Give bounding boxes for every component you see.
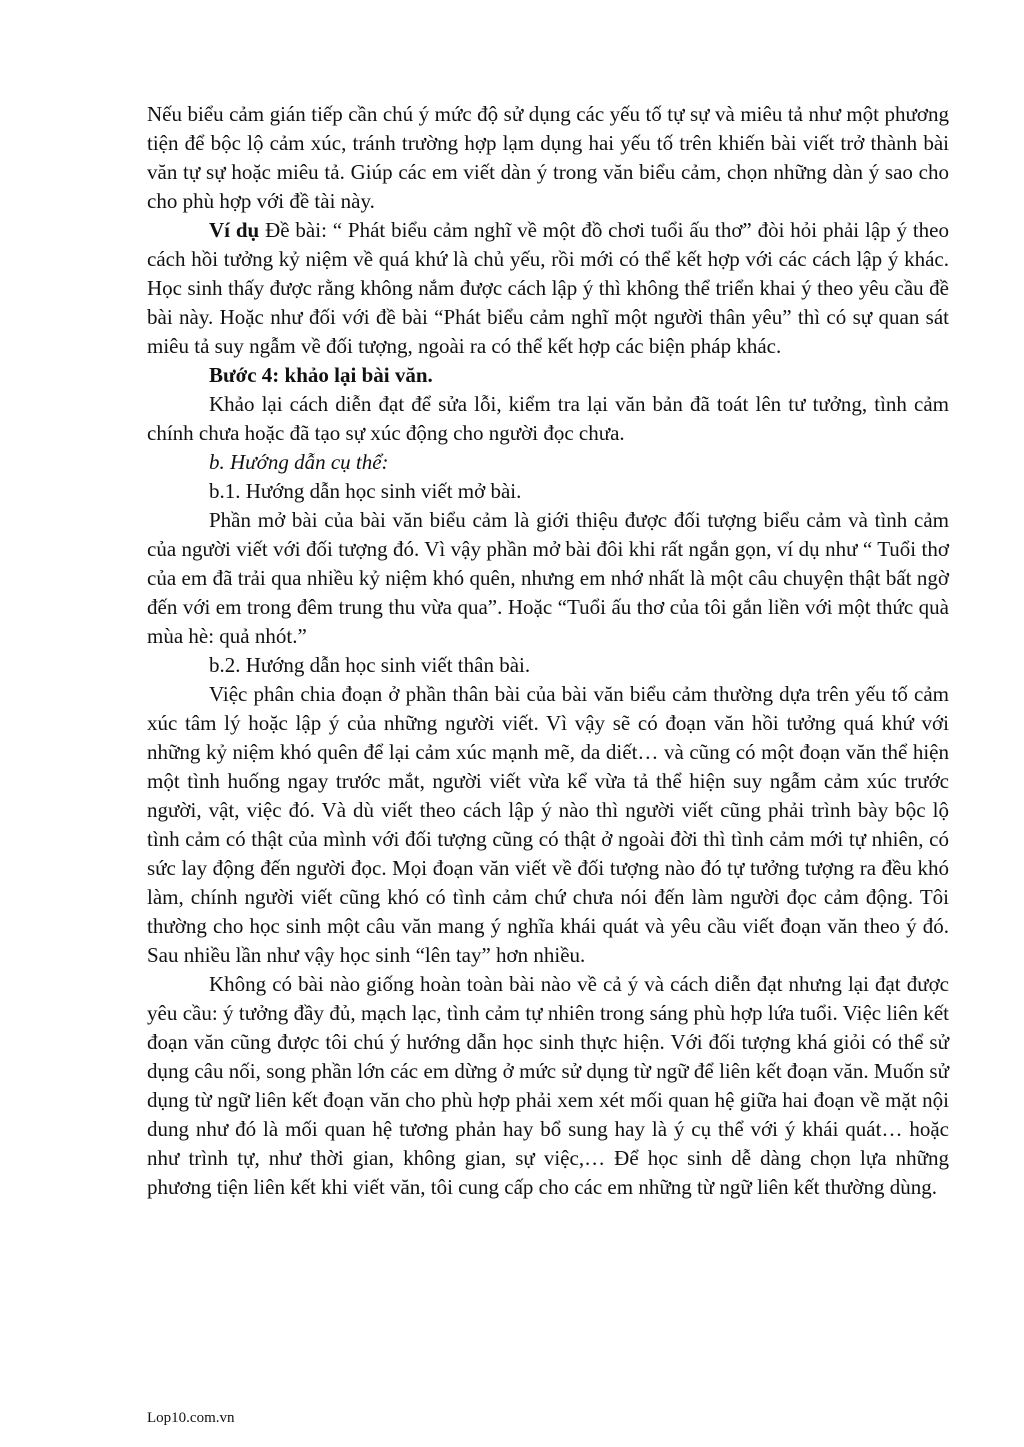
paragraph-example	[147, 216, 949, 361]
paragraph-review: Khảo lại cách diễn đạt để sửa lỗi, kiểm tra lại văn bản đã toát lên tư tưởng, tình cảm chính chưa hoặc đã tạo sự xúc động cho người đọc chưa.	[147, 392, 949, 445]
section-b-heading: b. Hướng dẫn cụ thể:	[209, 450, 389, 474]
b2-heading: b.2. Hướng dẫn học sinh viết thân bài.	[209, 653, 531, 677]
example-label: Ví dụ	[209, 218, 260, 242]
paragraph-opening: Phần mở bài của bài văn biểu cảm là giới thiệu được đối tượng biểu cảm và tình cảm của người viết với đối tượng đó. Vì vậy phần mở bài đôi khi rất ngắn gọn, ví dụ như “ Tuổi thơ của em đã trải qua nhiều kỷ niệm khó quên, nhưng em nhớ nhất là một câu chuyện thật bất ngờ đến với em trong đêm trung thu vừa qua”. Hoặc “Tuổi ấu thơ của tôi gắn liền với một thức quà mùa hè: quả nhót.”	[147, 508, 949, 648]
document-body	[147, 100, 949, 1202]
paragraph-linking: Không có bài nào giống hoàn toàn bài nào về cả ý và cách diễn đạt nhưng lại đạt được yêu cầu: ý tưởng đầy đủ, mạch lạc, tình cảm tự nhiên trong sáng phù hợp lứa tuổi. Việc liên kết đoạn văn cũng được tôi chú ý hướng dẫn học sinh thực hiện. Với đối tượng khá giỏi có thể sử dụng câu nối, song phần lớn các em dừng ở mức sử dụng từ ngữ để liên kết đoạn văn. Muốn sử dụng từ ngữ liên kết đoạn văn cho phù hợp phải xem xét mối quan hệ giữa hai đoạn về mặt nội dung như đó là mối quan hệ tương phản hay bổ sung hay là ý cụ thể với ý khái quát… hoặc như trình tự, như thời gian, không gian, sự việc,… Để học sinh dễ dàng chọn lựa những phương tiện liên kết khi viết văn, tôi cung cấp cho các em những từ ngữ liên kết thường dùng.	[147, 972, 949, 1199]
footer-source: Lop10.com.vn	[147, 1410, 235, 1426]
b1-heading: b.1. Hướng dẫn học sinh viết mở bài.	[209, 479, 522, 503]
paragraph-body: Việc phân chia đoạn ở phần thân bài của bài văn biểu cảm thường dựa trên yếu tố cảm xúc tâm lý hoặc lập ý của những người viết. Vì vậy sẽ có đoạn văn hồi tưởng quá khứ với những kỷ niệm khó quên để lại cảm xúc mạnh mẽ, da diết… và cũng có một đoạn văn thể hiện một tình huống ngay trước mắt, người viết vừa kể vừa tả thể hiện suy ngẫm cảm xúc trước người, vật, việc đó. Và dù viết theo cách lập ý nào thì người viết cũng phải trình bày bộc lộ tình cảm có thật của mình với đối tượng cũng có thật ở ngoài đời thì tình cảm mới tự nhiên, có sức lay động đến người đọc. Mọi đoạn văn viết về đối tượng nào đó tự tưởng tượng ra đều khó làm, chính người viết cũng khó có tình cảm chứ chưa nói đến làm người đọc cảm động. Tôi thường cho học sinh một câu văn mang ý nghĩa khái quát và yêu cầu viết đoạn văn theo ý đó. Sau nhiều lần như vậy học sinh “lên tay” hơn nhiều.	[147, 682, 949, 967]
example-text: Đề bài: “ Phát biểu cảm nghĩ về một đồ chơi tuổi ấu thơ” đòi hỏi phải lập ý theo cách hồi tưởng kỷ niệm về quá khứ là chủ yếu, rồi mới có thể kết hợp với các cách lập ý khác. Học sinh thấy được rằng không nắm được cách lập ý thì không thể triển khai ý theo yêu cầu đề bài này. Hoặc như đối với đề bài “Phát biểu cảm nghĩ một người thân yêu” thì có sự quan sát miêu tả suy ngẫm về đối tượng, ngoài ra có thể kết hợp các biện pháp khác.	[147, 218, 950, 358]
paragraph-intro: Nếu biểu cảm gián tiếp cần chú ý mức độ sử dụng các yếu tố tự sự và miêu tả như một phương tiện để bộc lộ cảm xúc, tránh trường hợp lạm dụng hai yếu tố trên khiến bài viết trở thành bài văn tự sự hoặc miêu tả. Giúp các em viết dàn ý trong văn biểu cảm, chọn những dàn ý sao cho cho phù hợp với đề tài này.	[147, 102, 949, 213]
step4-heading: Bước 4: khảo lại bài văn.	[209, 363, 433, 387]
